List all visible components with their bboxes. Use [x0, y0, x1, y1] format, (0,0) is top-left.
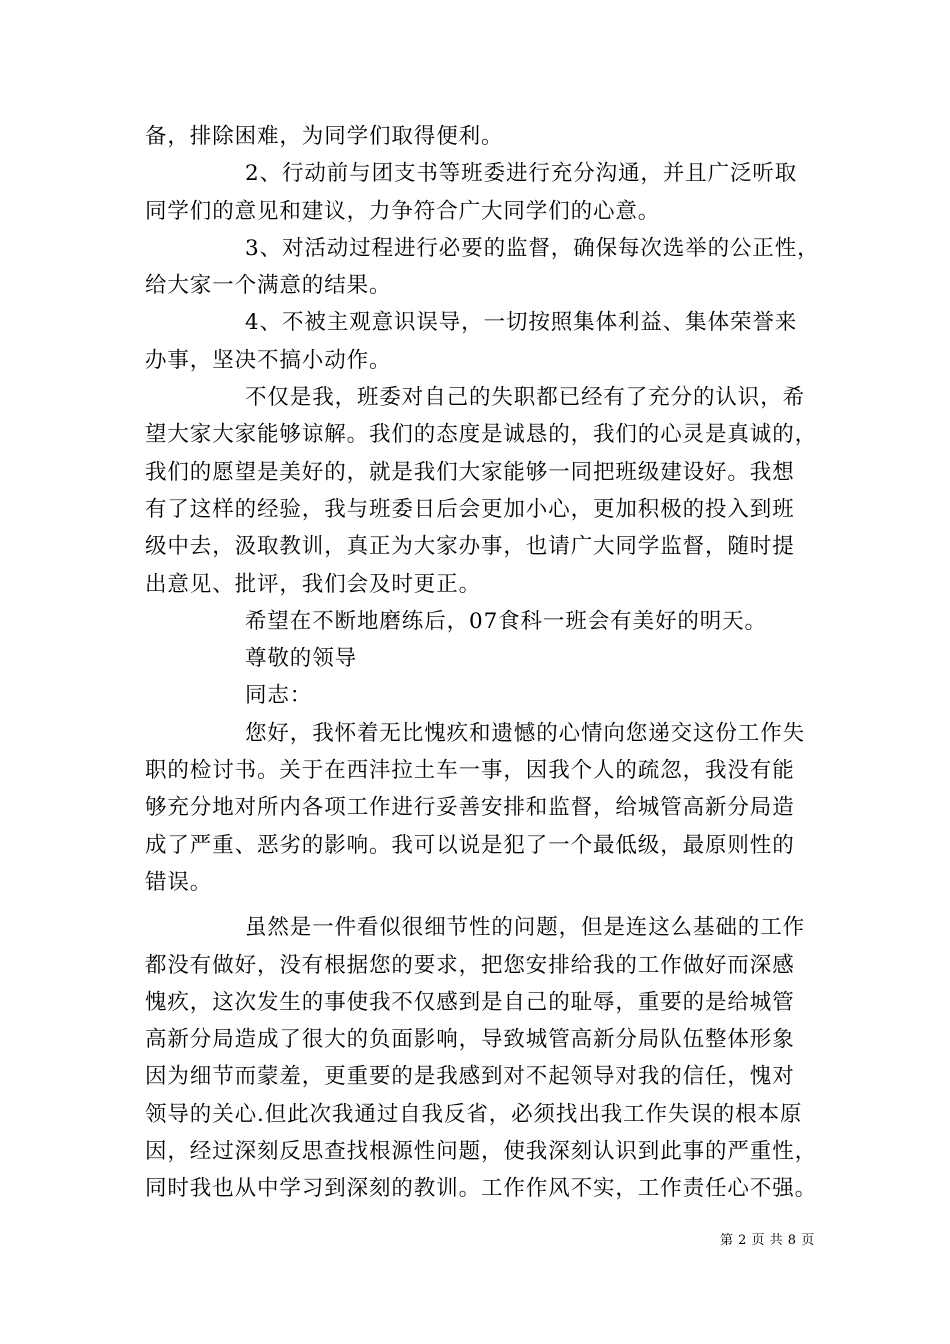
text-line: 同时我也从中学习到深刻的教训。工作作风不实，工作责任心不强。 — [145, 1176, 818, 1202]
text-line: 虽然是一件看似很细节性的问题，但是连这么基础的工作 — [245, 915, 806, 941]
text-line: 您好，我怀着无比愧疚和遗憾的心情向您递交这份工作失 — [245, 720, 806, 746]
text-line: 希望在不断地磨练后，07食科一班会有美好的明天。 — [245, 608, 767, 634]
text-line: 领导的关心.但此次我通过自我反省，必须找出我工作失误的根本原 — [145, 1101, 803, 1127]
text-line: 给大家一个满意的结果。 — [145, 273, 392, 299]
text-line: 4、不被主观意识误导，一切按照集体利益、集体荣誉来 — [245, 310, 798, 336]
body-text — [145, 118, 827, 1208]
text-line: 望大家大家能够谅解。我们的态度是诚恳的，我们的心灵是真诚的， — [145, 422, 818, 448]
text-line: 同学们的意见和建议，力争符合广大同学们的心意。 — [145, 198, 661, 224]
text-line: 够充分地对所内各项工作进行妥善安排和监督，给城管高新分局造 — [145, 795, 795, 821]
text-line: 3、对活动过程进行必要的监督，确保每次选举的公正性， — [245, 235, 820, 261]
text-line: 错误。 — [145, 869, 213, 895]
text-line: 都没有做好，没有根据您的要求，把您安排给我的工作做好而深感 — [145, 952, 795, 978]
text-line: 办事，坚决不搞小动作。 — [145, 347, 392, 373]
salutation: 尊敬的领导 — [245, 646, 358, 672]
text-line: 2、行动前与团支书等班委进行充分沟通，并且广泛听取 — [245, 161, 798, 187]
text-line: 备，排除困难，为同学们取得便利。 — [145, 124, 504, 149]
text-line: 职的检讨书。关于在西沣拉土车一事，因我个人的疏忽，我没有能 — [145, 758, 795, 784]
text-line: 我们的愿望是美好的，就是我们大家能够一同把班级建设好。我想 — [145, 459, 795, 485]
salutation-suffix: 同志： — [245, 683, 313, 709]
text-line: 不仅是我，班委对自己的失职都已经有了充分的认识，希 — [245, 385, 806, 411]
text-line: 愧疚，这次发生的事使我不仅感到是自己的耻辱，重要的是给城管 — [145, 989, 795, 1015]
page-number: 第 2 页 共 8 页 — [720, 1233, 815, 1248]
text-line: 出意见、批评，我们会及时更正。 — [145, 571, 482, 597]
text-line: 高新分局造成了很大的负面影响，导致城管高新分局队伍整体形象 — [145, 1027, 795, 1053]
text-line: 成了严重、恶劣的影响。我可以说是犯了一个最低级，最原则性的 — [145, 832, 795, 858]
text-line: 有了这样的经验，我与班委日后会更加小心，更加积极的投入到班 — [145, 496, 795, 522]
text-line: 因，经过深刻反思查找根源性问题，使我深刻认识到此事的严重性， — [145, 1139, 818, 1165]
text-line: 因为细节而蒙羞，更重要的是我感到对不起领导对我的信任，愧对 — [145, 1064, 795, 1090]
text-line: 级中去，汲取教训，真正为大家办事，也请广大同学监督，随时提 — [145, 534, 795, 560]
